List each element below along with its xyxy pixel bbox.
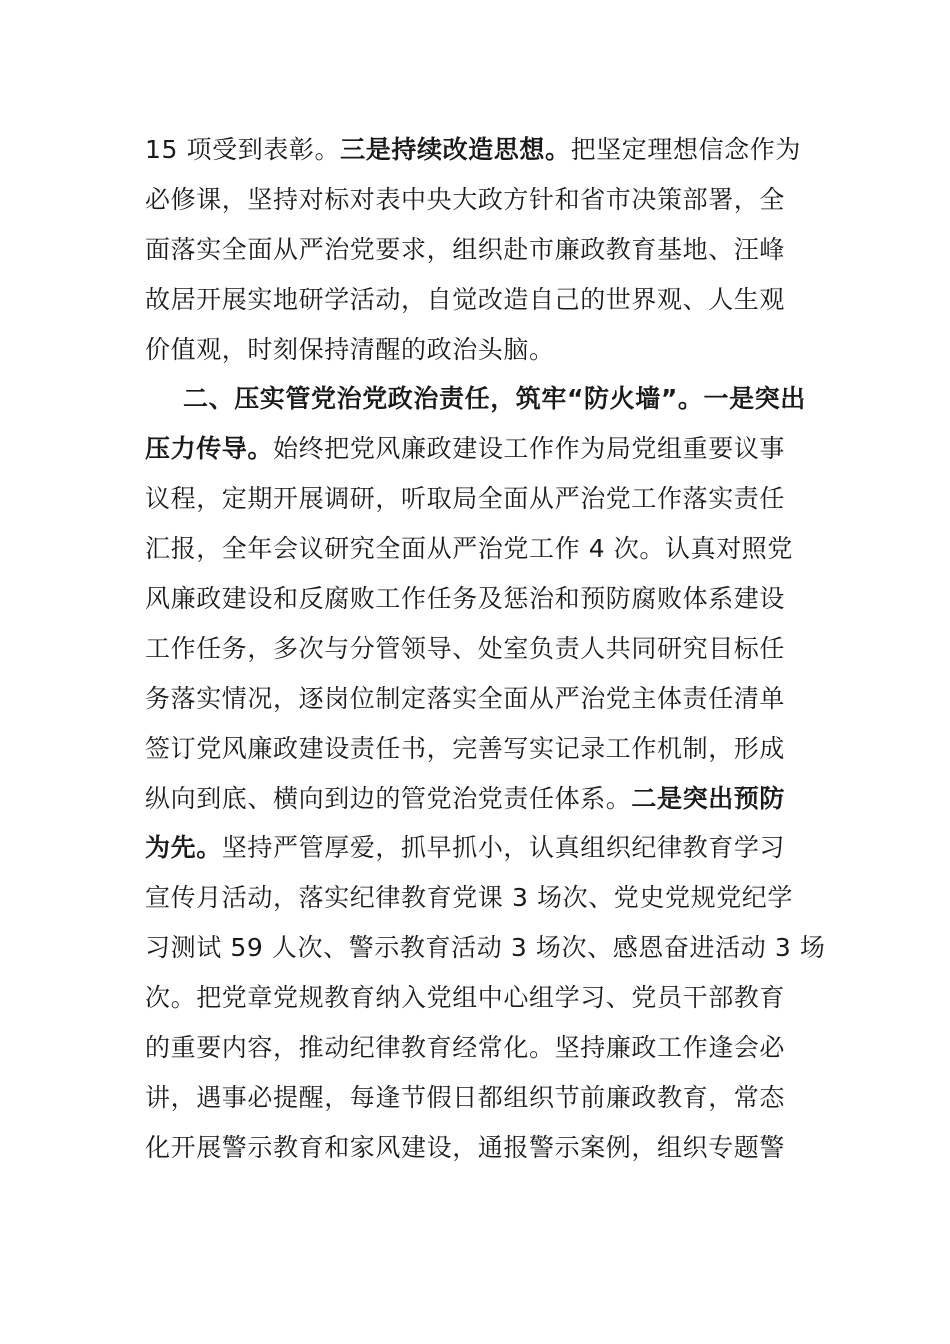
bold-text-segment: 二是突出预防 <box>631 783 786 813</box>
text-segment: 面落实全面从严治党要求，组织赴市廉政教育基地、汪峰 <box>145 234 786 264</box>
text-line <box>145 1023 810 1073</box>
text-segment: 签订党风廉政建设责任书，完善写实记录工作机制，形成 <box>145 733 786 763</box>
text-segment: 纵向到底、横向到边的管党治党责任体系。 <box>145 783 632 813</box>
text-segment: 15 项受到表彰。 <box>145 135 341 164</box>
text-line <box>145 724 810 774</box>
text-segment: 的重要内容，推动纪律教育经常化。坚持廉政工作逢会必 <box>145 1033 786 1063</box>
text-segment: 议程，定期开展调研，听取局全面从严治党工作落实责任 <box>145 484 786 514</box>
text-segment: 汇报，全年会议研究全面从严治党工作 4 次。认真对照党 <box>145 534 794 564</box>
text-segment: 始终把党风廉政建设工作作为局党组重要议事 <box>273 434 786 464</box>
document-body <box>145 125 826 1173</box>
text-line <box>145 873 810 923</box>
text-line <box>145 175 810 225</box>
text-line <box>145 823 810 873</box>
text-segment: 习测试 59 人次、警示教育活动 3 场次、感恩奋进活动 3 场 <box>145 933 826 963</box>
text-line <box>145 674 810 724</box>
bold-text-segment: 压力传导。 <box>145 434 274 464</box>
text-line <box>145 374 810 424</box>
text-line <box>145 973 810 1023</box>
bold-text-segment: 为先。 <box>145 833 222 863</box>
text-line <box>145 774 810 824</box>
text-segment: 次。把党章党规教育纳入党组中心组学习、党员干部教育 <box>145 983 786 1013</box>
text-segment: 把坚定理想信念作为 <box>570 135 801 164</box>
text-segment: 坚持严管厚爱，抓早抓小，认真组织纪律教育学习 <box>221 833 786 863</box>
text-segment: 必修课，坚持对标对表中央大政方针和省市决策部署，全 <box>145 184 786 214</box>
text-segment: 故居开展实地研学活动，自觉改造自己的世界观、人生观 <box>145 284 786 314</box>
text-segment: 务落实情况，逐岗位制定落实全面从严治党主体责任清单 <box>145 683 786 713</box>
text-segment: 讲，遇事必提醒，每逢节假日都组织节前廉政教育，常态 <box>145 1082 786 1112</box>
text-segment: 宣传月活动，落实纪律教育党课 3 场次、党史党规党纪学 <box>145 883 794 913</box>
text-line <box>145 624 810 674</box>
text-segment: 风廉政建设和反腐败工作任务及惩治和预防腐败体系建设 <box>145 584 786 614</box>
bold-text-segment: 三是持续改造思想。 <box>340 135 571 164</box>
text-line <box>145 1123 810 1173</box>
text-segment: 工作任务，多次与分管领导、处室负责人共同研究目标任 <box>145 633 786 663</box>
text-line <box>145 275 810 325</box>
text-line <box>145 225 810 275</box>
bold-text-segment: 二、压实管党治党政治责任，筑牢“防火墙”。一是突出 <box>183 384 806 414</box>
text-line <box>145 474 810 524</box>
text-line <box>145 923 826 973</box>
text-line <box>145 325 810 375</box>
text-line <box>145 524 810 574</box>
text-line <box>145 1073 810 1123</box>
text-line <box>145 574 810 624</box>
text-segment: 化开展警示教育和家风建设，通报警示案例，组织专题警 <box>145 1132 786 1162</box>
text-line <box>145 424 810 474</box>
text-segment: 价值观，时刻保持清醒的政治头脑。 <box>145 334 555 364</box>
text-line <box>145 125 810 175</box>
